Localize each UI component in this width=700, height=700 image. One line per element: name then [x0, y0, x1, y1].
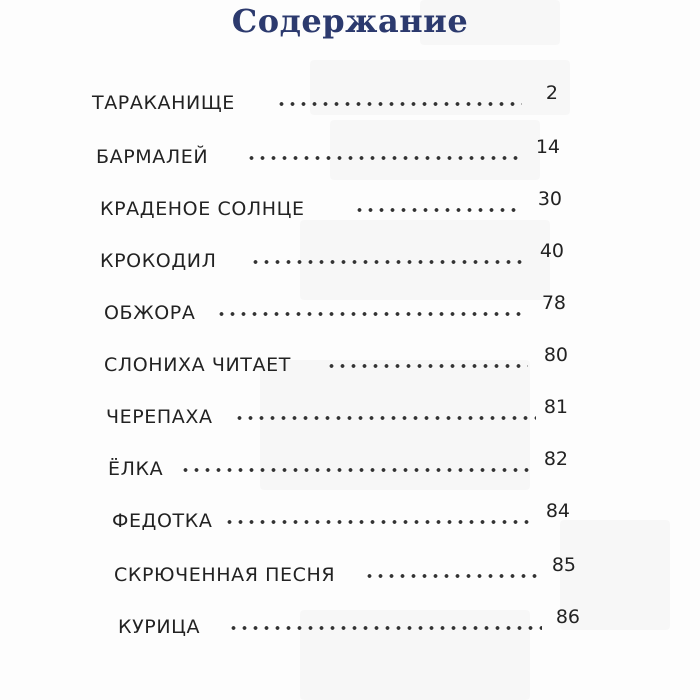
toc-entry — [96, 136, 560, 170]
toc-entry-title: СКРЮЧЕННАЯ ПЕСНЯ — [114, 564, 336, 586]
toc-entry-page: 40 — [539, 240, 564, 262]
toc-entry-title: ЁЛКА — [108, 458, 164, 480]
toc-entry-title: ЧЕРЕПАХА — [106, 406, 213, 428]
toc-entry-page: 78 — [541, 292, 566, 314]
toc-entry-page: 2 — [545, 82, 558, 104]
toc-entry — [118, 606, 580, 640]
toc-entry-page: 82 — [543, 448, 568, 470]
toc-entry — [104, 344, 568, 378]
toc-entry-title: СЛОНИХА ЧИТАЕТ — [104, 354, 291, 376]
leader-dots — [250, 259, 526, 265]
leader-dots — [326, 363, 528, 369]
leader-dots — [180, 467, 532, 473]
leader-dots — [216, 311, 526, 317]
leader-dots — [228, 625, 542, 631]
toc-entry-page: 86 — [555, 606, 580, 628]
toc-entry — [100, 240, 564, 274]
leader-dots — [224, 519, 534, 525]
toc-entry-page: 80 — [543, 344, 568, 366]
leader-dots — [364, 573, 540, 579]
page-title: Содержание — [231, 2, 469, 40]
toc-entry-title: ТАРАКАНИЩЕ — [92, 92, 235, 114]
toc-entry-title: ОБЖОРА — [104, 302, 196, 324]
leader-dots — [276, 101, 522, 107]
toc-entry — [104, 292, 566, 326]
toc-entry-page: 30 — [537, 188, 562, 210]
toc-entry-title: БАРМАЛЕЙ — [96, 146, 209, 168]
toc-entry — [112, 500, 570, 534]
leader-dots — [246, 155, 524, 161]
toc-entry — [106, 396, 568, 430]
toc-entry-title: КРОКОДИЛ — [100, 250, 217, 272]
toc-entry-title: КРАДЕНОЕ СОЛНЦЕ — [100, 198, 305, 220]
toc-entry — [114, 554, 576, 588]
toc-entry — [92, 82, 558, 116]
toc-entry — [108, 448, 568, 482]
toc-entry-title: КУРИЦА — [118, 616, 201, 638]
toc-entry-title: ФЕДОТКА — [112, 510, 213, 532]
toc-entry-page: 85 — [551, 554, 576, 576]
leader-dots — [354, 207, 522, 213]
toc-entry-page: 84 — [545, 500, 570, 522]
toc-entry — [100, 188, 562, 222]
leader-dots — [234, 415, 536, 421]
toc-entry-page: 14 — [535, 136, 560, 158]
toc-entry-page: 81 — [543, 396, 568, 418]
